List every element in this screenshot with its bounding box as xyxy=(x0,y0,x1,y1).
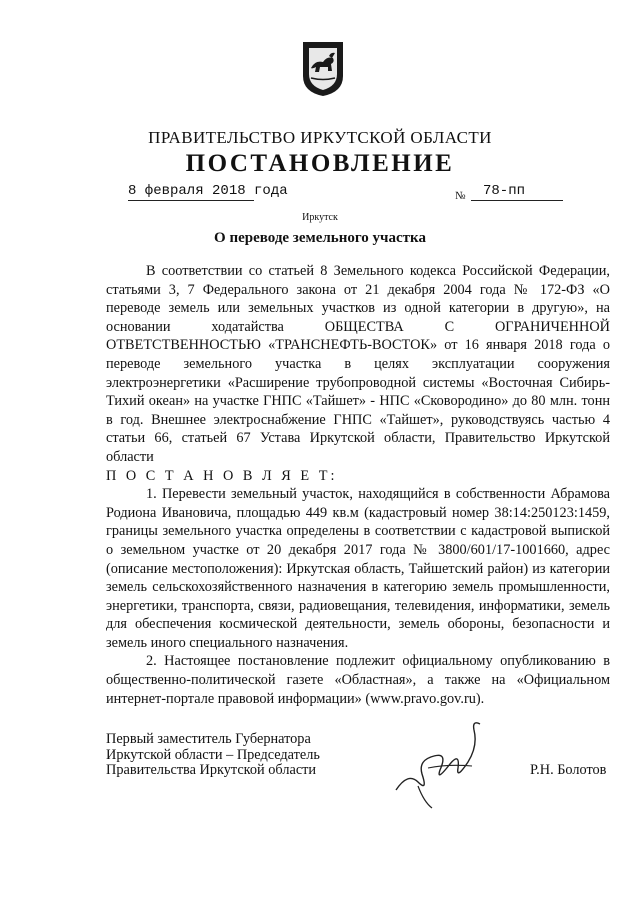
document-date: 8 февраля 2018 года xyxy=(128,183,288,199)
signer-position-line: Иркутской области – Председатель xyxy=(106,746,320,763)
issue-city: Иркутск xyxy=(302,212,338,223)
document-body xyxy=(106,262,610,708)
preamble-paragraph: В соответствии со статьей 8 Земельного кодекса Российской Федерации, статьями 3, 7 Федерального закона от 21 декабря 2004 года № 172-ФЗ «О переводе земель или земельных участков из одной категории в другую», на основании ходатайства ОБЩЕСТВА С ОГРАНИЧЕННОЙ ОТВЕТСТВЕННОСТЬЮ «ТРАНСНЕФТЬ-ВОСТОК» от 16 января 2018 года о переводе земельного участка в целях эксплуатации сооружения электроэнергетики «Расширение трубопроводной системы «Восточная Сибирь-Тихий океан» на участке ГНПС «Тайшет» - НПС «Сковородино» до 80 млн. тонн в год. Внешнее электроснабжение ГНПС «Тайшет», руководствуясь частью 4 статьи 66, статьей 67 Устава Иркутской области, Правительство Иркутской области xyxy=(106,263,610,465)
decree-item-2: 2. Настоящее постановление подлежит официальному опубликованию в общественно-политической газете «Областная», а также на «Официальном интернет-портале правовой информации» (www.pravo.gov.ru). xyxy=(106,653,610,707)
document-type-heading: ПОСТАНОВЛЕНИЕ xyxy=(185,150,455,177)
government-name: ПРАВИТЕЛЬСТВО ИРКУТСКОЙ ОБЛАСТИ xyxy=(148,128,492,147)
handwritten-signature xyxy=(388,712,498,812)
document-number: 78-пп xyxy=(471,183,563,201)
decree-item-1: 1. Перевести земельный участок, находящийся в собственности Абрамова Родиона Ивановича, площадью 449 кв.м (кадастровый номер 38:14:250123:1459, границы земельного участка определены в соответствии с кадастровой выпиской о земельном участке от 20 декабря 2017 года № 3800/601/17-1001660, адрес (описание местоположения): Иркутская область, Тайшетский район) из категории земель сельскохозяйственного назначения в категорию земель промышленности, энергетики, транспорта, связи, радиовещания, телевидения, информатики, земель для обеспечения космической деятельности, земель обороны, безопасности и земель иного специального назначения. xyxy=(106,486,610,651)
decree-word: П О С Т А Н О В Л Я Е Т: xyxy=(106,467,338,484)
signer-name: Р.Н. Болотов xyxy=(530,762,607,778)
irkutsk-coat-of-arms-icon xyxy=(301,38,345,98)
number-sign: № xyxy=(455,190,466,202)
signer-position-line: Правительства Иркутской области xyxy=(106,762,317,778)
signer-position-line: Первый заместитель Губернатора xyxy=(106,731,311,747)
signer-position xyxy=(106,732,366,779)
document-title: О переводе земельного участка xyxy=(214,230,426,246)
